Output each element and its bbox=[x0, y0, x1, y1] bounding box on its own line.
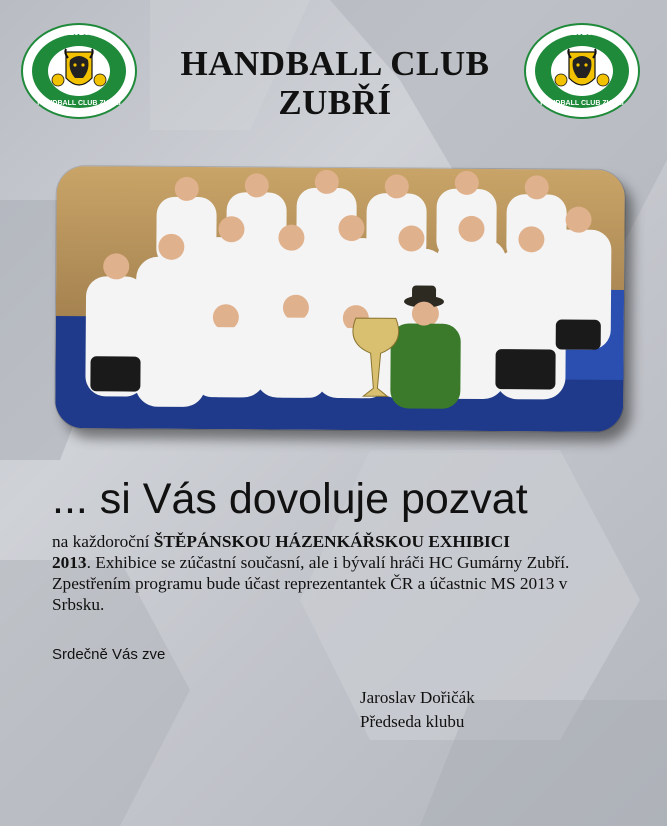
logo-right-year: 1926 bbox=[571, 27, 593, 37]
invitation-details: . Exhibice se zúčastní současní, ale i bývalí hráči HC Gumárny Zubří. Zpestřením programu bude účast reprezentantek ČR a účastnic MS 2013 v Srbsku. bbox=[52, 553, 570, 614]
invitation-heading: ... si Vás dovoluje pozvat bbox=[52, 475, 528, 523]
page-title bbox=[140, 44, 530, 122]
signature bbox=[360, 686, 475, 734]
signature-role: Předseda klubu bbox=[360, 712, 465, 731]
logo-right-text: HANDBALL CLUB ZUBŘÍ bbox=[540, 100, 624, 107]
invitation-prefix: na každoroční bbox=[52, 532, 154, 551]
greeting: Srdečně Vás zve bbox=[52, 646, 166, 663]
invitation-body bbox=[52, 531, 612, 615]
team-photo bbox=[55, 166, 625, 432]
event-name: ŠTĚPÁNSKOU HÁZENKÁŘSKOU EXHIBICI bbox=[153, 532, 510, 551]
logo-left-year: 1926 bbox=[68, 27, 90, 37]
logo-left-text: HANDBALL CLUB ZUBŘÍ bbox=[37, 100, 121, 107]
event-year: 2013 bbox=[52, 553, 87, 572]
signature-name: Jaroslav Dořičák bbox=[360, 688, 475, 707]
title-line-1: HANDBALL CLUB bbox=[180, 44, 490, 83]
title-line-2: ZUBŘÍ bbox=[278, 83, 392, 122]
